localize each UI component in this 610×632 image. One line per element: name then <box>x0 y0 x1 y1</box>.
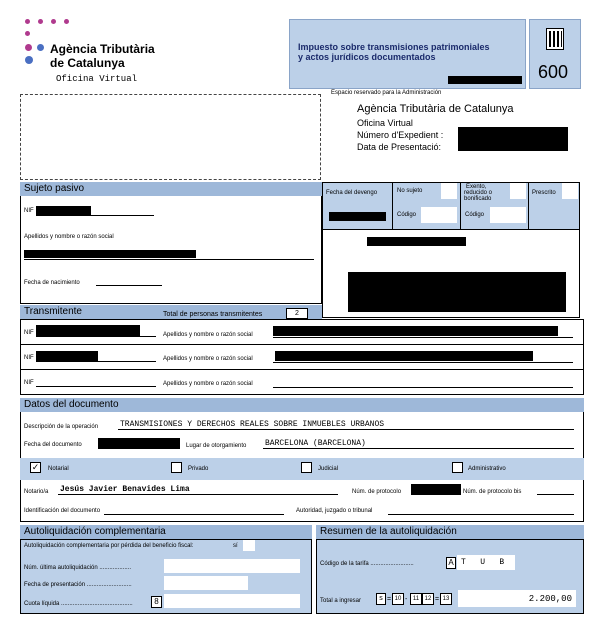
presentation-date-label: Data de Presentació: <box>357 142 442 152</box>
no-sujeto-label: No sujeto <box>397 188 423 194</box>
tr2-name-label: Apellidos y nombre o razón social <box>163 356 253 362</box>
loss-box[interactable] <box>243 540 255 551</box>
tr3-nif-label: NIF <box>24 380 34 386</box>
place-label: Lugar de otorgamiento <box>186 443 247 449</box>
ident-field[interactable] <box>104 514 284 515</box>
codigo-box-1[interactable] <box>421 207 457 223</box>
tariff-code-field[interactable]: T U B <box>457 555 515 570</box>
type-notarial-checkbox[interactable]: ✓ <box>31 462 40 472</box>
codigo-label-1: Código <box>397 212 417 218</box>
model-number: 600 <box>538 62 569 82</box>
codigo-label-2: Código <box>465 212 485 218</box>
total-transmitentes-label: Total de personas transmitentes <box>163 311 263 318</box>
sp-birth-label: Fecha de nacimiento <box>24 280 80 286</box>
redacted-sp-nif <box>36 206 91 215</box>
operation-value: TRANSMISIONES Y DERECHOS REALES SOBRE INMUEBLES URBANOS <box>120 420 385 429</box>
last-num-label: Núm. última autoliquidación ................... <box>24 565 132 571</box>
exento-label-1: Exento, <box>466 184 487 190</box>
loss-value: sí <box>233 543 238 549</box>
exento-label-3: bonificado <box>464 196 492 202</box>
quota-field[interactable] <box>164 594 300 608</box>
ident-label: Identificación del documento <box>24 508 101 514</box>
sujeto-pasivo-header: Sujeto pasivo <box>20 182 322 196</box>
agency-name-line1: Agència Tributària <box>50 42 155 56</box>
tariff-label: Código de la tarifa .......................... <box>320 561 414 567</box>
codigo-box-2[interactable] <box>490 207 526 223</box>
tr3-nif-field[interactable] <box>36 386 156 387</box>
redacted-document-date <box>98 438 180 449</box>
sp-name-label: Apellidos y nombre o razón social <box>24 234 114 240</box>
redacted-protocol <box>411 484 461 495</box>
formula-12: 12 <box>422 593 434 605</box>
formula-minus-1: - <box>405 596 408 603</box>
redacted-sp-name <box>24 250 196 258</box>
operation-field[interactable] <box>118 429 574 430</box>
notary-label: Notario/a <box>24 489 49 495</box>
admin-reserved-label: Espacio reservado para la Administración <box>331 90 442 96</box>
tr2-nif-field[interactable] <box>36 361 156 362</box>
last-num-field[interactable] <box>164 559 300 573</box>
prescrito-label: Prescrito <box>532 190 556 196</box>
redacted-tr1-name <box>273 326 558 336</box>
type-privado-checkbox[interactable] <box>171 462 182 473</box>
redacted-expedient <box>458 127 568 151</box>
notary-value: Jesús Javier Benavides Lima <box>60 485 190 494</box>
redacted-tr2-name <box>275 351 533 361</box>
authority-field[interactable] <box>388 514 574 515</box>
authority-label: Autoridad, juzgado o tribunal <box>296 508 373 514</box>
operation-label: Descripción de la operación <box>24 424 99 430</box>
notary-field[interactable] <box>58 494 338 495</box>
exento-box[interactable] <box>510 183 526 199</box>
devengo-date-label: Fecha del devengo <box>326 190 378 196</box>
admin-office: Oficina Virtual <box>357 118 413 128</box>
total-label: Total a ingresar <box>320 598 362 604</box>
prescrito-box[interactable] <box>562 183 578 199</box>
sp-nif-field[interactable] <box>36 215 154 216</box>
sp-birth-field[interactable] <box>96 285 162 286</box>
quota-label: Cuota líquida ........................................... <box>24 601 133 607</box>
redacted-devengo-date <box>329 212 386 221</box>
tr1-nif-label: NIF <box>24 330 34 336</box>
tr1-name-field[interactable] <box>273 337 573 338</box>
place-field[interactable] <box>263 448 574 449</box>
sp-nif-label: NIF <box>24 208 34 214</box>
formula-10: 10 <box>392 593 404 605</box>
transmitente-header: Transmitente <box>20 305 160 319</box>
formula-s: s <box>376 593 386 605</box>
type-judicial-checkbox[interactable] <box>301 462 312 473</box>
formula-11: 11 <box>410 593 422 605</box>
type-privado-label: Privado <box>188 466 209 472</box>
tax-title-line2: y actos jurídicos documentados <box>298 52 436 62</box>
redacted-detail-1 <box>367 237 466 246</box>
admin-stamp-area <box>20 94 321 180</box>
tr2-nif-label: NIF <box>24 355 34 361</box>
place-value: BARCELONA (BARCELONA) <box>265 439 366 448</box>
expedient-label: Número d'Expedient : <box>357 130 444 140</box>
type-notarial-label: Notarial <box>48 466 69 472</box>
redacted-bar <box>448 76 522 84</box>
type-judicial-label: Judicial <box>318 466 339 472</box>
sp-name-field[interactable] <box>24 259 314 260</box>
redacted-tr2-nif <box>36 351 98 361</box>
resumen-header: Resumen de la autoliquidación <box>316 525 584 539</box>
exento-label-2: reducido o <box>464 190 493 196</box>
formula-eq-1: = <box>387 596 392 603</box>
no-sujeto-box[interactable] <box>441 183 457 199</box>
formula-eq-2: = <box>435 596 440 603</box>
documento-header: Datos del documento <box>20 398 584 412</box>
tax-title-line1: Impuesto sobre transmisiones patrimoniales <box>298 42 490 52</box>
tr1-name-label: Apellidos y nombre o razón social <box>163 332 253 338</box>
redacted-detail-2 <box>348 272 566 312</box>
protocol-label: Núm. de protocolo <box>352 489 402 495</box>
total-transmitentes-value[interactable]: 2 <box>286 308 308 319</box>
presentation-label: Fecha de presentación ........................... <box>24 582 132 588</box>
redacted-tr1-nif <box>36 325 140 336</box>
total-value-field[interactable]: 2.200,00 <box>458 590 576 607</box>
tariff-box: A <box>446 557 456 569</box>
admin-agency: Agència Tributària de Catalunya <box>357 103 514 115</box>
tr2-name-field[interactable] <box>273 362 573 363</box>
tr3-name-label: Apellidos y nombre o razón social <box>163 381 253 387</box>
loss-label: Autoliquidación complementaria por pérdida del beneficio fiscal: <box>24 543 194 549</box>
tr3-name-field[interactable] <box>273 387 573 388</box>
presentation-field[interactable] <box>164 576 248 590</box>
type-administrativo-label: Administrativo <box>468 466 506 472</box>
complementaria-header: Autoliquidación complementaria <box>20 525 312 539</box>
tr1-nif-field[interactable] <box>36 336 156 337</box>
agency-name-line2: de Catalunya <box>50 56 125 70</box>
document-date-label: Fecha del documento <box>24 442 82 448</box>
catalan-shield-icon <box>546 28 564 50</box>
protocol-bis-field[interactable] <box>537 494 574 495</box>
quota-box: 8 <box>151 596 162 608</box>
type-administrativo-checkbox[interactable] <box>452 462 463 473</box>
office-name: Oficina Virtual <box>56 74 138 84</box>
protocol-bis-label: Núm. de protocolo bis <box>463 489 522 495</box>
formula-13: 13 <box>440 593 452 605</box>
